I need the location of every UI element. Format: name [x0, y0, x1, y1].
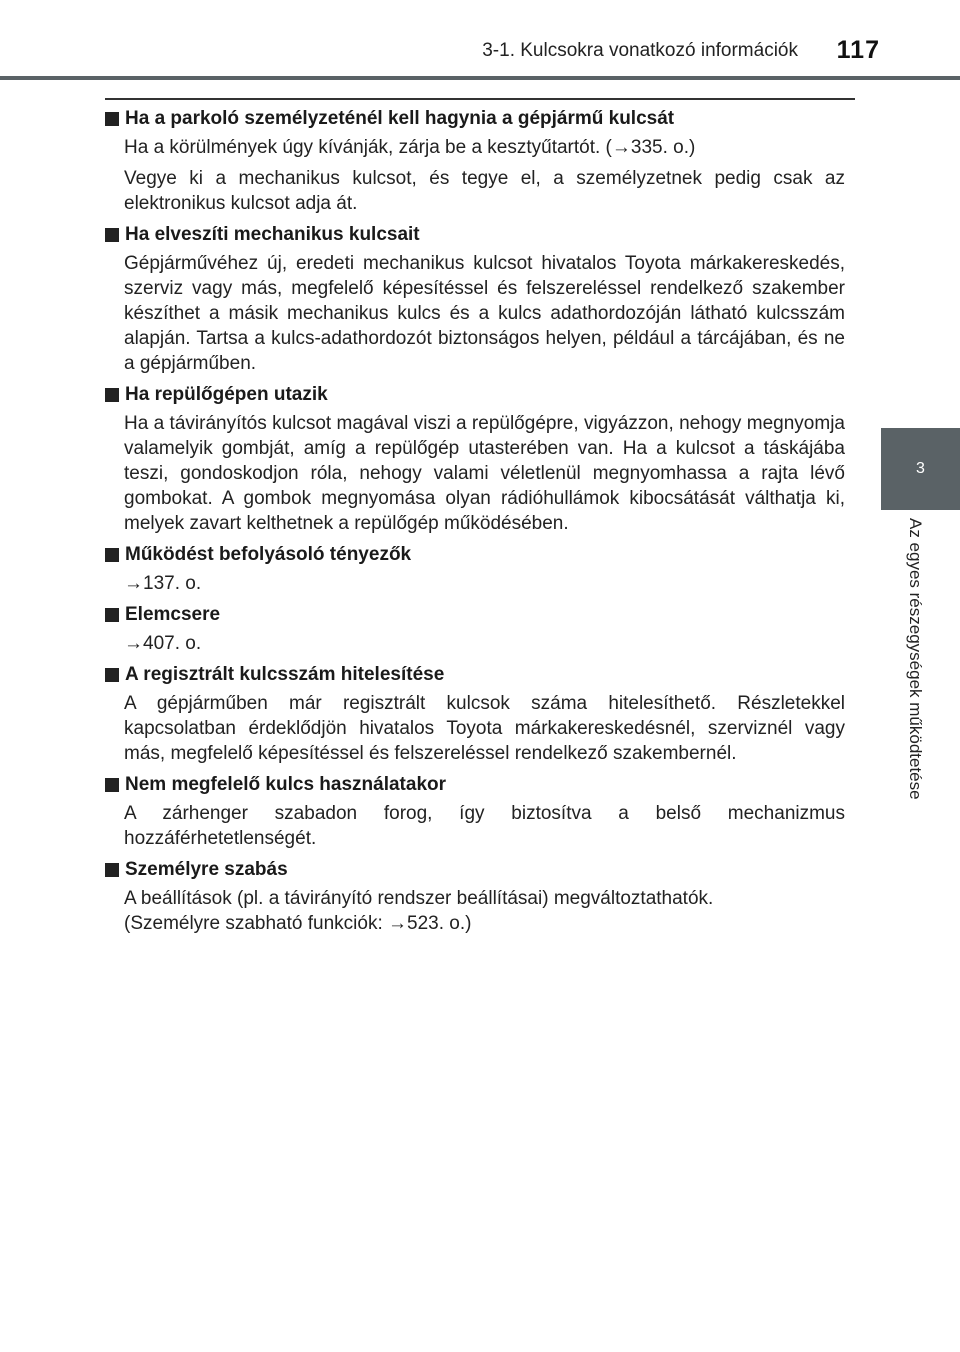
square-bullet-icon [105, 608, 119, 622]
section-heading [105, 542, 845, 568]
header-chapter-title: 3-1. Kulcsokra vonatkozó információk [482, 40, 798, 61]
section [105, 382, 845, 536]
section [105, 772, 845, 851]
section-heading [105, 382, 845, 408]
section [105, 602, 845, 656]
section-paragraph: Vegye ki a mechanikus kulcsot, és tegye el, a személyzetnek pedig csak az elektronikus kulcsot adja át. [124, 168, 845, 214]
square-bullet-icon [105, 388, 119, 402]
section-paragraph: Ha a körülmények úgy kívánják, zárja be a kesztyűtartót. (→335. o.) [124, 137, 696, 158]
section-paragraph: Ha a távirányítós kulcsot magával viszi a repülőgépre, vigyázzon, nehogy megnyomja valamelyik gombját, amíg a repülőgép utasterében van. Ha a kulcsot a táskájába teszi, gondoskodjon róla, nehogy valami véletlenül megnyomhassa a rajta lévő gombokat. A gombok megnyomása olyan rádióhullámok kibocsátását válthatja ki, melyek zavart kelthetnek a repülőgép működésében. [124, 413, 845, 534]
section [105, 542, 845, 596]
section [105, 857, 845, 936]
section-heading-text: A regisztrált kulcsszám hitelesítése [125, 664, 445, 685]
section-paragraph: A zárhenger szabadon forog, így biztosítva a belső mechanizmus hozzáférhetetlenségét. [124, 803, 845, 849]
section-heading-text: Nem megfelelő kulcs használatakor [125, 774, 447, 795]
section-heading [105, 857, 845, 883]
chapter-tab-label: Az egyes részegységek működtetése [906, 518, 925, 800]
section [105, 222, 845, 376]
section-heading-text: Ha elveszíti mechanikus kulcsait [125, 224, 420, 245]
section-heading [105, 662, 845, 688]
square-bullet-icon [105, 112, 119, 126]
header-divider [0, 76, 960, 80]
section-paragraph: A beállítások (pl. a távirányító rendszer beállításai) megváltoztathatók. (Személyre szabható funkciók: →523. o.) [124, 888, 714, 934]
section-heading-text: Ha repülőgépen utazik [125, 384, 328, 405]
chapter-tab [881, 428, 960, 510]
section-heading-text: Személyre szabás [125, 859, 288, 880]
section-heading-text: Működést befolyásoló tényezők [125, 544, 412, 565]
section-heading [105, 602, 845, 628]
page-content [105, 106, 845, 942]
section-heading-text: Elemcsere [125, 604, 221, 625]
square-bullet-icon [105, 548, 119, 562]
square-bullet-icon [105, 778, 119, 792]
section-paragraph: →137. o. [124, 573, 202, 594]
section [105, 662, 845, 766]
section-paragraph: Gépjárművéhez új, eredeti mechanikus kulcsot hivatalos Toyota márkakereskedés, szerviz vagy más, megfelelő képesítéssel és felszereléssel rendelkező szakember készíthet a másik mechanikus kulcs és a kulcs adathordozóján látható kulcsszám alapján. Tartsa a kulcs-adathordozót biztonságos helyen, például a tárcájában, és ne a gépjárműben. [124, 253, 845, 374]
section-heading [105, 106, 845, 132]
square-bullet-icon [105, 863, 119, 877]
section-heading-text: Ha a parkoló személyzeténél kell hagynia a gépjármű kulcsát [125, 108, 675, 129]
section-heading [105, 222, 845, 248]
content-top-rule [105, 98, 855, 100]
section-heading [105, 772, 845, 798]
square-bullet-icon [105, 228, 119, 242]
page-number: 117 [836, 36, 880, 64]
square-bullet-icon [105, 668, 119, 682]
section-paragraph: →407. o. [124, 633, 202, 654]
chapter-tab-number: 3 [916, 460, 925, 477]
section [105, 106, 845, 216]
section-paragraph: A gépjárműben már regisztrált kulcsok száma hitelesíthető. Részletekkel kapcsolatban érdeklődjön hivatalos Toyota márkakereskedésnél, szerviznél vagy más, megfelelő képesítéssel és felszereléssel rendelkező szakembernél. [124, 693, 845, 764]
